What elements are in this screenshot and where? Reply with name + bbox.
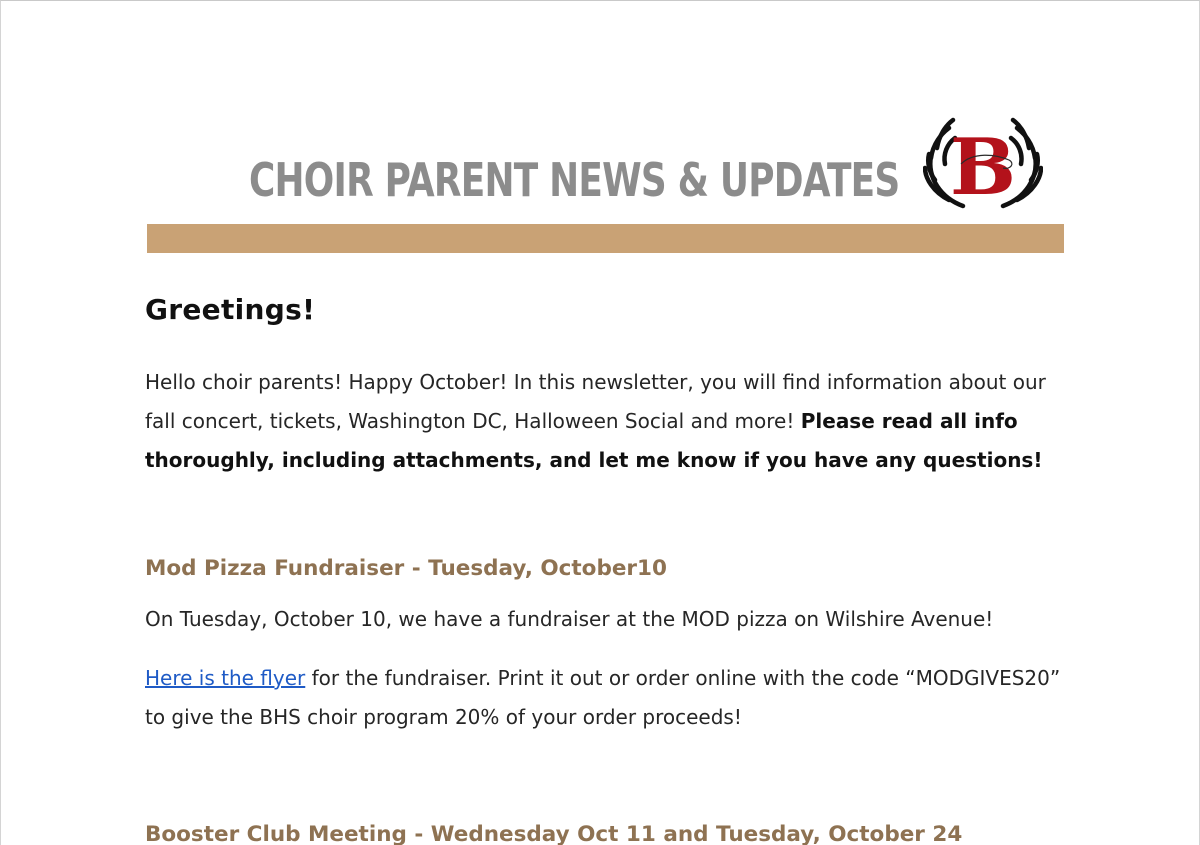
mod-pizza-paragraph: On Tuesday, October 10, we have a fundraiser at the MOD pizza on Wilshire Avenue! xyxy=(145,607,994,631)
intro-text: Hello choir parents! Happy October! In this newsletter, you will find information about our fall concert, tickets, Washington DC, Halloween Social and more! xyxy=(145,370,1046,433)
newsletter-banner-title: CHOIR PARENT NEWS & UPDATES xyxy=(249,153,900,207)
section-heading-mod-pizza: Mod Pizza Fundraiser - Tuesday, October10 xyxy=(145,556,667,581)
section-heading-booster-club: Booster Club Meeting - Wednesday Oct 11 and Tuesday, October 24 xyxy=(145,822,963,845)
accent-divider-bar xyxy=(147,224,1064,253)
flyer-link[interactable]: Here is the flyer xyxy=(145,666,306,690)
flyer-paragraph-text: for the fundraiser. Print it out or order online with the code “MODGIVES20” to give the BHS choir program 20% of your order proceeds! xyxy=(145,666,1061,729)
intro-paragraph xyxy=(145,363,1075,480)
greeting-heading: Greetings! xyxy=(145,293,316,326)
choir-antlers-b-logo-icon xyxy=(923,114,1043,214)
flyer-paragraph xyxy=(145,659,1065,737)
svg-text:B: B xyxy=(950,122,1016,213)
intro-bold-text: Please read all info thoroughly, including attachments, and let me know if you have any questions! xyxy=(145,409,1043,472)
